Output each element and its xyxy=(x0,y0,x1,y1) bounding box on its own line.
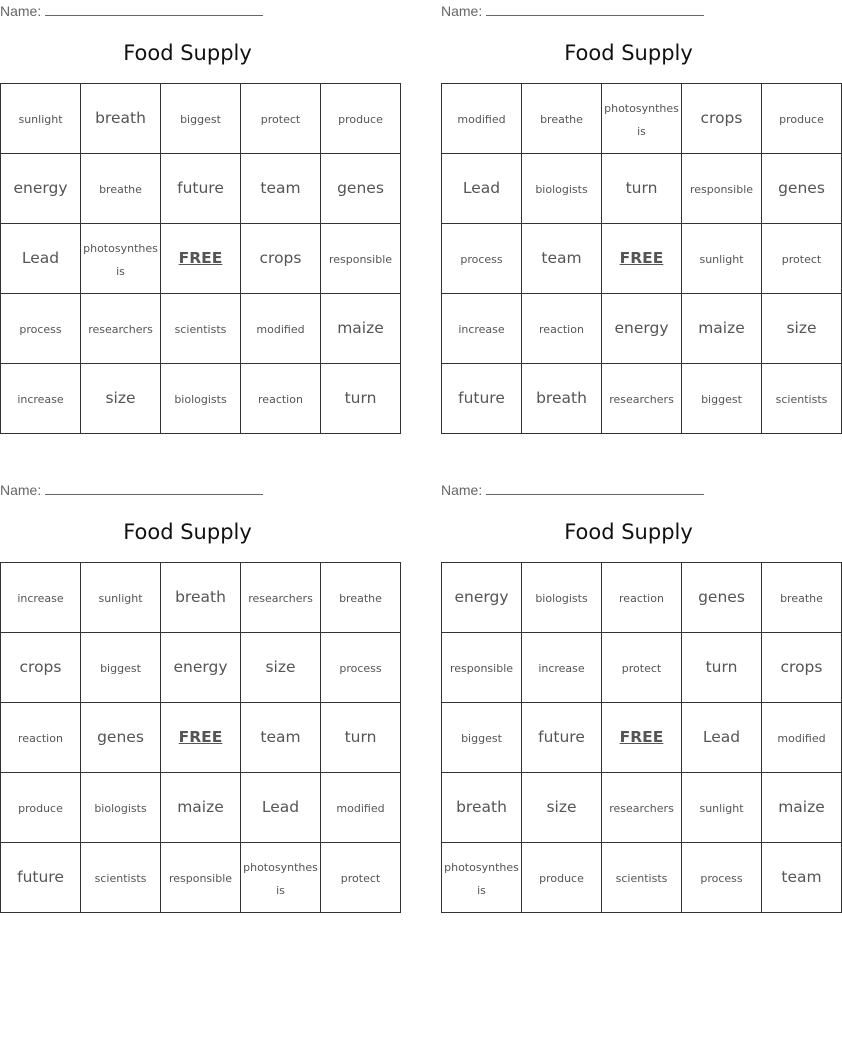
grid-row xyxy=(1,563,401,633)
bingo-word: turn xyxy=(625,179,658,198)
bingo-cell[interactable] xyxy=(762,154,842,224)
free-space-label: FREE xyxy=(178,249,223,268)
bingo-cell[interactable] xyxy=(321,84,401,154)
name-field xyxy=(441,2,704,19)
grid-row xyxy=(442,773,842,843)
bingo-word: breath xyxy=(456,798,507,817)
card-title: Food Supply xyxy=(123,41,252,65)
bingo-word: future xyxy=(458,389,505,408)
bingo-word: breath xyxy=(95,109,146,128)
bingo-card-2 xyxy=(441,0,828,435)
bingo-cell[interactable] xyxy=(321,294,401,364)
bingo-cell[interactable] xyxy=(161,294,241,364)
bingo-word: modified xyxy=(336,802,385,816)
bingo-cell[interactable] xyxy=(321,633,401,703)
bingo-word: size xyxy=(105,389,136,408)
bingo-cell[interactable] xyxy=(161,633,241,703)
bingo-word: modified xyxy=(777,732,826,746)
bingo-word: Lead xyxy=(702,728,741,747)
bingo-cell[interactable] xyxy=(81,563,161,633)
bingo-word: process xyxy=(700,872,743,886)
bingo-word: biggest xyxy=(100,662,141,676)
bingo-cell[interactable] xyxy=(602,84,682,154)
bingo-word: process xyxy=(460,253,503,267)
bingo-word: reaction xyxy=(619,592,664,606)
bingo-word: biggest xyxy=(461,732,502,746)
bingo-word: responsible xyxy=(689,183,754,197)
bingo-word: sunlight xyxy=(98,592,143,606)
bingo-word: genes xyxy=(97,728,144,747)
bingo-cell[interactable] xyxy=(81,84,161,154)
bingo-cell[interactable] xyxy=(442,154,522,224)
bingo-card-4 xyxy=(441,479,826,914)
bingo-word: increase xyxy=(538,662,585,676)
bingo-cell[interactable] xyxy=(1,364,81,434)
bingo-cell[interactable] xyxy=(241,703,321,773)
bingo-cell[interactable] xyxy=(241,843,321,913)
bingo-cell[interactable] xyxy=(1,843,81,913)
bingo-word: size xyxy=(786,319,817,338)
name-label: Name: xyxy=(0,482,42,498)
bingo-word: scientists xyxy=(775,393,828,407)
bingo-word: genes xyxy=(698,588,745,607)
free-space[interactable] xyxy=(602,703,682,773)
bingo-word: responsible xyxy=(449,662,514,676)
bingo-word: crops xyxy=(259,249,302,268)
bingo-word: energy xyxy=(13,179,68,198)
bingo-cell[interactable] xyxy=(241,294,321,364)
bingo-cell[interactable] xyxy=(161,843,241,913)
bingo-cell[interactable] xyxy=(161,154,241,224)
bingo-word: team xyxy=(260,179,301,198)
bingo-cell[interactable] xyxy=(442,294,522,364)
bingo-cell[interactable] xyxy=(1,294,81,364)
bingo-cell[interactable] xyxy=(442,224,522,294)
name-field xyxy=(441,481,704,498)
bingo-word: Lead xyxy=(462,179,501,198)
grid-row xyxy=(442,633,842,703)
bingo-cell[interactable] xyxy=(682,703,762,773)
bingo-word: protect xyxy=(260,113,301,127)
bingo-word: biologists xyxy=(94,802,147,816)
bingo-word: crops xyxy=(19,658,62,677)
bingo-word: increase xyxy=(458,323,505,337)
grid-row xyxy=(442,563,842,633)
bingo-word: scientists xyxy=(174,323,227,337)
bingo-word: scientists xyxy=(94,872,147,886)
bingo-cell[interactable] xyxy=(522,633,602,703)
name-blank-line[interactable] xyxy=(486,2,704,16)
bingo-word: modified xyxy=(256,323,305,337)
bingo-word: photosynthesis xyxy=(604,102,679,138)
bingo-cell[interactable] xyxy=(442,633,522,703)
bingo-cell[interactable] xyxy=(1,224,81,294)
bingo-cell[interactable] xyxy=(161,84,241,154)
bingo-cell[interactable] xyxy=(321,364,401,434)
bingo-cell[interactable] xyxy=(321,773,401,843)
bingo-word: scientists xyxy=(615,872,668,886)
bingo-word: photosynthesis xyxy=(83,242,158,278)
grid-row xyxy=(442,843,842,913)
name-field xyxy=(0,2,263,19)
bingo-cell[interactable] xyxy=(241,84,321,154)
bingo-cell[interactable] xyxy=(682,294,762,364)
bingo-cell[interactable] xyxy=(81,224,161,294)
card-title: Food Supply xyxy=(564,520,693,544)
bingo-cell[interactable] xyxy=(241,364,321,434)
grid-row xyxy=(442,294,842,364)
bingo-cell[interactable] xyxy=(762,224,842,294)
bingo-word: sunlight xyxy=(18,113,63,127)
bingo-cell[interactable] xyxy=(1,703,81,773)
bingo-word: maize xyxy=(698,319,745,338)
bingo-word: breathe xyxy=(339,592,382,606)
bingo-word: team xyxy=(260,728,301,747)
bingo-word: process xyxy=(339,662,382,676)
free-space[interactable] xyxy=(602,224,682,294)
bingo-cell[interactable] xyxy=(762,84,842,154)
bingo-word: breathe xyxy=(540,113,583,127)
bingo-cell[interactable] xyxy=(161,364,241,434)
bingo-cell[interactable] xyxy=(81,773,161,843)
bingo-cell[interactable] xyxy=(241,154,321,224)
bingo-cell[interactable] xyxy=(81,364,161,434)
bingo-word: genes xyxy=(337,179,384,198)
bingo-cell[interactable] xyxy=(442,563,522,633)
bingo-cell[interactable] xyxy=(762,294,842,364)
bingo-cell[interactable] xyxy=(321,154,401,224)
bingo-word: genes xyxy=(778,179,825,198)
bingo-cell[interactable] xyxy=(442,364,522,434)
bingo-word: maize xyxy=(337,319,384,338)
bingo-word: produce xyxy=(338,113,383,127)
grid-row xyxy=(1,154,401,224)
bingo-word: maize xyxy=(177,798,224,817)
bingo-word: researchers xyxy=(609,393,674,407)
bingo-cell[interactable] xyxy=(602,633,682,703)
bingo-cell[interactable] xyxy=(762,843,842,913)
grid-row xyxy=(1,703,401,773)
bingo-cell[interactable] xyxy=(241,773,321,843)
name-blank-line[interactable] xyxy=(486,481,704,495)
bingo-word: modified xyxy=(457,113,506,127)
bingo-word: researchers xyxy=(609,802,674,816)
bingo-cell[interactable] xyxy=(602,294,682,364)
bingo-cell[interactable] xyxy=(321,843,401,913)
bingo-cell[interactable] xyxy=(682,154,762,224)
grid-row xyxy=(1,84,401,154)
bingo-word: produce xyxy=(18,802,63,816)
bingo-word: researchers xyxy=(248,592,313,606)
grid-row xyxy=(1,773,401,843)
bingo-word: crops xyxy=(700,109,743,128)
bingo-word: turn xyxy=(344,389,377,408)
free-space[interactable] xyxy=(161,703,241,773)
free-space-label: FREE xyxy=(178,728,223,747)
bingo-cell[interactable] xyxy=(522,294,602,364)
card-title: Food Supply xyxy=(123,520,252,544)
grid-row xyxy=(442,364,842,434)
bingo-cell[interactable] xyxy=(522,224,602,294)
bingo-cell[interactable] xyxy=(602,843,682,913)
bingo-cell[interactable] xyxy=(81,703,161,773)
bingo-cell[interactable] xyxy=(602,364,682,434)
bingo-word: biologists xyxy=(535,183,588,197)
card-title: Food Supply xyxy=(564,41,693,65)
bingo-cell[interactable] xyxy=(1,154,81,224)
bingo-word: biologists xyxy=(174,393,227,407)
bingo-cell[interactable] xyxy=(682,364,762,434)
bingo-word: future xyxy=(17,868,64,887)
bingo-cell[interactable] xyxy=(682,224,762,294)
bingo-cell[interactable] xyxy=(522,364,602,434)
bingo-grid xyxy=(441,562,842,913)
bingo-cell[interactable] xyxy=(522,703,602,773)
bingo-word: increase xyxy=(17,592,64,606)
grid-row xyxy=(1,224,401,294)
bingo-cell[interactable] xyxy=(522,563,602,633)
bingo-word: process xyxy=(19,323,62,337)
bingo-word: Lead xyxy=(261,798,300,817)
free-space[interactable] xyxy=(161,224,241,294)
bingo-word: team xyxy=(781,868,822,887)
bingo-cell[interactable] xyxy=(81,633,161,703)
bingo-cell[interactable] xyxy=(682,633,762,703)
bingo-word: photosynthesis xyxy=(444,861,519,897)
bingo-grid xyxy=(0,83,401,434)
bingo-word: breath xyxy=(175,588,226,607)
bingo-cell[interactable] xyxy=(602,563,682,633)
name-label: Name: xyxy=(441,482,483,498)
bingo-word: size xyxy=(265,658,296,677)
bingo-word: sunlight xyxy=(699,802,744,816)
bingo-word: increase xyxy=(17,393,64,407)
bingo-cell[interactable] xyxy=(161,563,241,633)
bingo-cell[interactable] xyxy=(442,703,522,773)
bingo-word: breath xyxy=(536,389,587,408)
bingo-cell[interactable] xyxy=(1,563,81,633)
bingo-word: biggest xyxy=(701,393,742,407)
grid-row xyxy=(1,364,401,434)
name-field xyxy=(0,481,263,498)
grid-row xyxy=(442,703,842,773)
bingo-cell[interactable] xyxy=(81,294,161,364)
bingo-word: reaction xyxy=(539,323,584,337)
bingo-card-1 xyxy=(0,0,393,435)
bingo-word: team xyxy=(541,249,582,268)
bingo-word: protect xyxy=(621,662,662,676)
bingo-cell[interactable] xyxy=(161,773,241,843)
bingo-word: responsible xyxy=(328,253,393,267)
bingo-cell[interactable] xyxy=(321,703,401,773)
grid-row xyxy=(1,633,401,703)
grid-row xyxy=(1,294,401,364)
bingo-cell[interactable] xyxy=(442,843,522,913)
bingo-card-3 xyxy=(0,479,385,914)
bingo-cell[interactable] xyxy=(602,773,682,843)
bingo-cell[interactable] xyxy=(602,154,682,224)
bingo-word: turn xyxy=(705,658,738,677)
bingo-cell[interactable] xyxy=(682,773,762,843)
bingo-word: reaction xyxy=(258,393,303,407)
bingo-word: researchers xyxy=(88,323,153,337)
bingo-word: sunlight xyxy=(699,253,744,267)
bingo-cell[interactable] xyxy=(81,843,161,913)
bingo-cell[interactable] xyxy=(321,563,401,633)
bingo-cell[interactable] xyxy=(762,364,842,434)
bingo-cell[interactable] xyxy=(682,84,762,154)
bingo-cell[interactable] xyxy=(241,633,321,703)
name-blank-line[interactable] xyxy=(45,481,263,495)
bingo-word: future xyxy=(177,179,224,198)
bingo-cell[interactable] xyxy=(762,633,842,703)
bingo-cell[interactable] xyxy=(1,773,81,843)
bingo-word: protect xyxy=(781,253,822,267)
bingo-word: responsible xyxy=(168,872,233,886)
bingo-word: produce xyxy=(779,113,824,127)
bingo-cell[interactable] xyxy=(522,773,602,843)
bingo-cell[interactable] xyxy=(1,633,81,703)
name-label: Name: xyxy=(0,3,42,19)
bingo-word: energy xyxy=(173,658,228,677)
bingo-cell[interactable] xyxy=(762,703,842,773)
bingo-cell[interactable] xyxy=(522,843,602,913)
bingo-word: energy xyxy=(614,319,669,338)
bingo-word: breathe xyxy=(780,592,823,606)
bingo-word: produce xyxy=(539,872,584,886)
free-space-label: FREE xyxy=(619,249,664,268)
bingo-word: turn xyxy=(344,728,377,747)
bingo-word: breathe xyxy=(99,183,142,197)
bingo-cell[interactable] xyxy=(241,563,321,633)
bingo-cell[interactable] xyxy=(522,84,602,154)
bingo-cell[interactable] xyxy=(321,224,401,294)
bingo-cell[interactable] xyxy=(1,84,81,154)
bingo-word: protect xyxy=(340,872,381,886)
grid-row xyxy=(442,224,842,294)
bingo-cell[interactable] xyxy=(682,843,762,913)
bingo-word: biggest xyxy=(180,113,221,127)
bingo-word: photosynthesis xyxy=(243,861,318,897)
bingo-cell[interactable] xyxy=(762,563,842,633)
bingo-word: size xyxy=(546,798,577,817)
bingo-word: reaction xyxy=(18,732,63,746)
bingo-cell[interactable] xyxy=(241,224,321,294)
bingo-cell[interactable] xyxy=(81,154,161,224)
bingo-cell[interactable] xyxy=(762,773,842,843)
grid-row xyxy=(1,843,401,913)
name-label: Name: xyxy=(441,3,483,19)
grid-row xyxy=(442,154,842,224)
bingo-grid xyxy=(441,83,842,434)
grid-row xyxy=(442,84,842,154)
bingo-cell[interactable] xyxy=(682,563,762,633)
bingo-word: biologists xyxy=(535,592,588,606)
bingo-word: energy xyxy=(454,588,509,607)
bingo-word: Lead xyxy=(21,249,60,268)
bingo-cell[interactable] xyxy=(442,84,522,154)
bingo-word: future xyxy=(538,728,585,747)
name-blank-line[interactable] xyxy=(45,2,263,16)
free-space-label: FREE xyxy=(619,728,664,747)
bingo-cell[interactable] xyxy=(442,773,522,843)
bingo-word: maize xyxy=(778,798,825,817)
bingo-word: crops xyxy=(780,658,823,677)
bingo-grid xyxy=(0,562,401,913)
bingo-cell[interactable] xyxy=(522,154,602,224)
